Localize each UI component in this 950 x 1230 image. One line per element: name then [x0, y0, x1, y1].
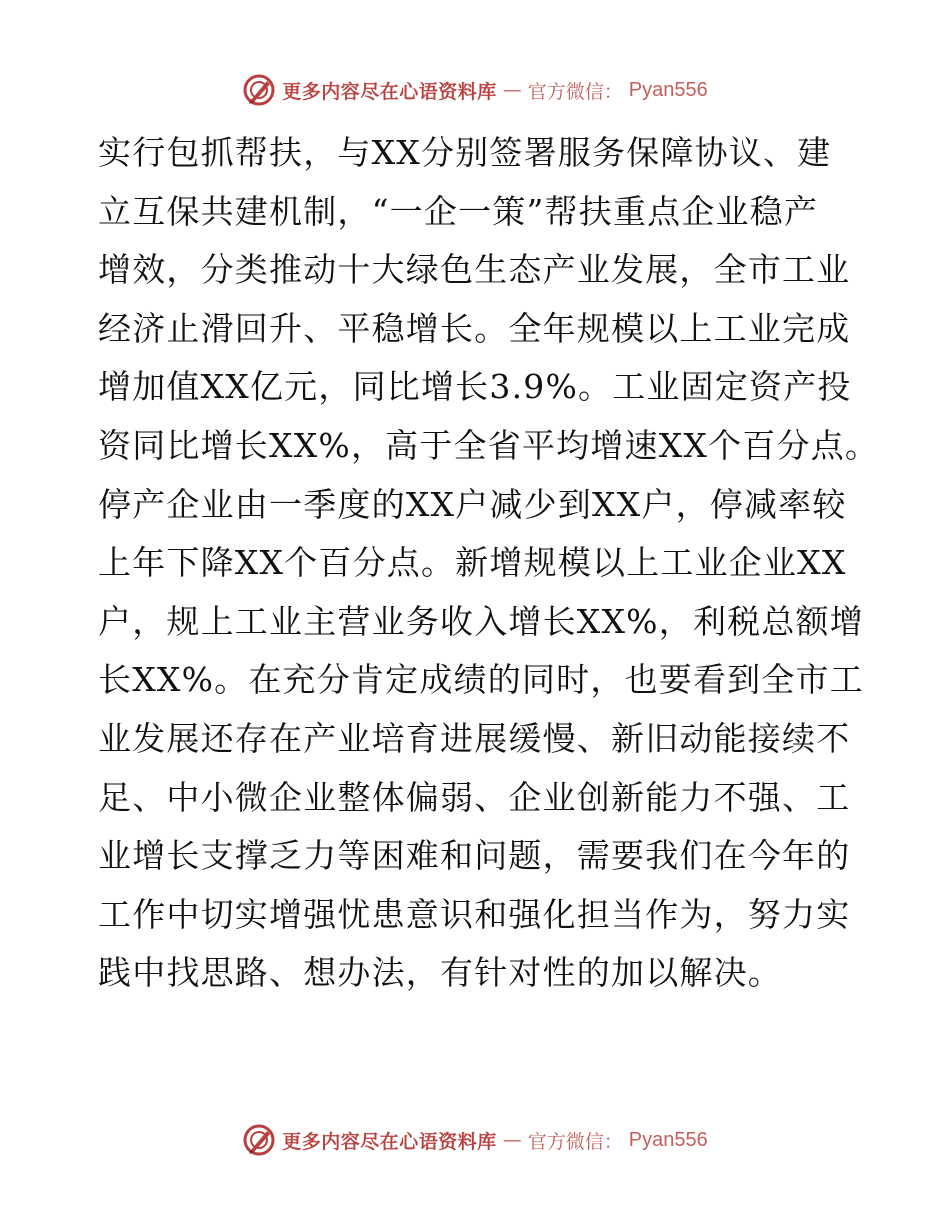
- pen-logo-icon: [242, 1123, 276, 1157]
- body-line: 增效，分类推动十大绿色生态产业发展，全市工业: [98, 250, 851, 290]
- pen-logo-icon: [242, 73, 276, 107]
- body-line: 上年下降XX个百分点。新增规模以上工业企业XX: [98, 543, 847, 583]
- body-line: 践中找思路、想办法，有针对性的加以解决。: [98, 953, 782, 993]
- body-line: 资同比增长XX%，高于全省平均增速XX个百分点。: [98, 425, 880, 465]
- watermark-site-text: 更多内容尽在心语资料库: [282, 80, 497, 103]
- body-line: 业增长支撑乏力等困难和问题，需要我们在今年的: [98, 836, 851, 876]
- watermark-wechat-label: 官方微信：: [527, 1130, 623, 1153]
- header-watermark: [0, 72, 950, 108]
- body-line: 工作中切实增强忧患意识和强化担当作为，努力实: [98, 894, 851, 934]
- document-body: [98, 124, 880, 1003]
- body-line: 立互保共建机制，“一企一策”帮扶重点企业稳产: [98, 191, 819, 231]
- footer-watermark: [0, 1122, 950, 1158]
- watermark-wechat-id: Pyan556: [628, 1128, 708, 1151]
- watermark-site-text: 更多内容尽在心语资料库: [282, 1130, 497, 1153]
- watermark-separator: —: [502, 79, 522, 101]
- body-line: 足、中小微企业整体偏弱、企业创新能力不强、工: [98, 777, 851, 817]
- body-line: 长XX%。在充分肯定成绩的同时，也要看到全市工: [98, 660, 864, 700]
- watermark-wechat-id: Pyan556: [628, 78, 708, 101]
- body-line: 停产企业由一季度的XX户减少到XX户，停减率较: [98, 484, 847, 524]
- body-line: 业发展还存在产业培育进展缓慢、新旧动能接续不: [98, 718, 851, 758]
- body-line: 户，规上工业主营业务收入增长XX%，利税总额增: [98, 601, 864, 641]
- body-line: 实行包抓帮扶，与XX分别签署服务保障协议、建: [98, 133, 832, 172]
- watermark-wechat-label: 官方微信：: [527, 80, 623, 103]
- body-line: 增加值XX亿元，同比增长3.9%。工业固定资产投: [98, 367, 852, 407]
- watermark-separator: —: [502, 1129, 522, 1151]
- body-line: 经济止滑回升、平稳增长。全年规模以上工业完成: [98, 308, 851, 348]
